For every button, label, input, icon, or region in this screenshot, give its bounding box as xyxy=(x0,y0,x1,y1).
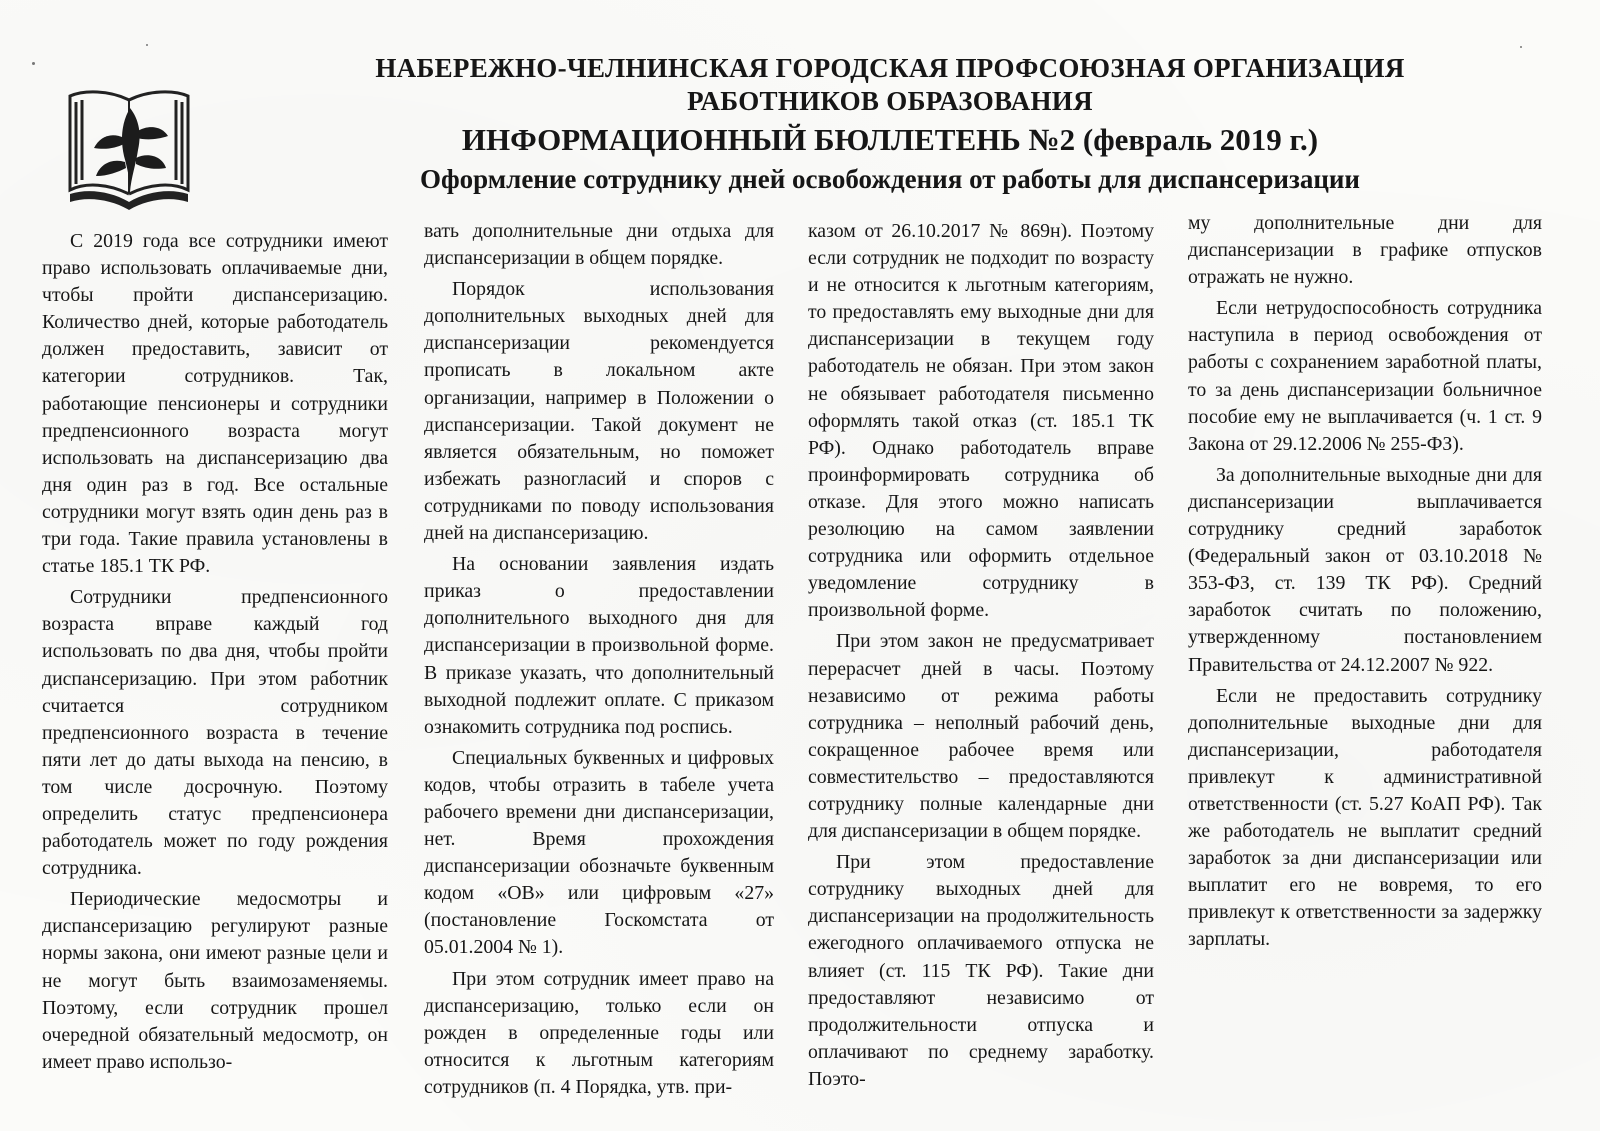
paragraph: За дополнительные выходные дни для диспансеризации выплачивается сотруднику средний заработок (Федеральный закон от 03.10.2018 № 353-ФЗ, ст. 139 ТК РФ). Средний заработок считать по положению, утвержденному постановлением Правительства от 24.12.2007 № 922. xyxy=(1188,463,1542,676)
scan-speck xyxy=(1520,46,1522,48)
paragraph: С 2019 года все сотрудники имеют право использовать оплачиваемые дни, чтобы пройти диспансеризацию. Количество дней, которые работодатель должен предоставить, зависит от категории сотрудников. Так, работающие пенсионеры и сотрудники предпенсионного возраста могут использовать на диспансеризацию два дня один раз в год. Все остальные сотрудники могут взять один день раз в три года. Такие правила установлены в статье 185.1 ТК РФ. xyxy=(42,230,388,578)
bulletin-header xyxy=(300,52,1480,197)
scan-speck xyxy=(146,44,148,46)
org-name-line-1: НАБЕРЕЖНО-ЧЕЛНИНСКАЯ ГОРОДСКАЯ ПРОФСОЮЗНАЯ ОРГАНИЗАЦИЯ xyxy=(375,53,1405,83)
paragraph: При этом предоставление сотруднику выходных дней для диспансеризации на продолжительность ежегодного оплачиваемого отпуска не влияет (ст. 115 ТК РФ). Такие дни предоставляют независимо от продолжительности отпуска и оплачивают по среднему заработку. Поэто- xyxy=(808,851,1154,1090)
org-name-line-2: РАБОТНИКОВ ОБРАЗОВАНИЯ xyxy=(687,86,1093,116)
paragraph: Периодические медосмотры и диспансеризацию регулируют разные нормы закона, они имеют разные цели и не могут быть взаимозаменяемы. Поэтому, если сотрудник прошел очередной обязательный медосмотр, он имеет право использо- xyxy=(42,888,388,1073)
text-column-1 xyxy=(42,228,388,1080)
trade-union-book-leaf-logo-icon xyxy=(64,78,194,218)
text-column-2 xyxy=(424,218,774,1105)
paragraph: При этом закон не предусматривает перерасчет дней в часы. Поэтому независимо от режима работы сотрудника – неполный рабочий день, сокращенное рабочее время или совместительство – предоставляются сотруднику полные календарные дни для диспансеризации в общем порядке. xyxy=(808,630,1154,843)
article-body xyxy=(0,212,1600,1116)
scan-speck xyxy=(32,62,35,65)
text-column-4 xyxy=(1188,210,1542,958)
text-column-3 xyxy=(808,218,1154,1097)
paragraph: На основании заявления издать приказ о предоставлении дополнительного выходного дня для диспансеризации в произвольной форме. В приказе указать, что дополнительный выходной подлежит оплате. С приказом ознакомить сотрудника под роспись. xyxy=(424,553,774,738)
paragraph: Специальных буквенных и цифровых кодов, чтобы отразить в табеле учета рабочего времени дни диспансеризации, нет. Время прохождения диспансеризации обозначьте буквенным кодом «ОВ» или цифровым «27» (постановление Госкомстата от 05.01.2004 № 1). xyxy=(424,746,774,959)
paragraph: Порядок использования дополнительных выходных дней для диспансеризации рекомендуется прописать в локальном акте организации, например в Положении о диспансеризации. Такой документ не является обязательным, но поможет избежать разногласий и споров с сотрудниками по поводу использования дней на диспансеризацию. xyxy=(424,278,774,545)
paragraph: казом от 26.10.2017 № 869н). Поэтому если сотрудник не подходит по возрасту и не относится к льготным категориям, то предоставлять ему выходные дни для диспансеризации в текущем году работодатель не обязан. При этом закон не обязывает работодателя письменно оформлять такой отказ (ст. 185.1 ТК РФ). Однако работодатель вправе проинформировать сотрудника об отказе. Для этого можно написать резолюцию на самом заявлении сотрудника или оформить отдельное уведомление сотруднику в произвольной форме. xyxy=(808,220,1154,622)
paragraph: Если нетрудоспособность сотрудника наступила в период освобождения от работы с сохранением заработной платы, то за день диспансеризации больничное пособие ему не выплачивается (ч. 1 ст. 9 Закона от 29.12.2006 № 255-ФЗ). xyxy=(1188,297,1542,455)
bulletin-title: ИНФОРМАЦИОННЫЙ БЮЛЛЕТЕНЬ №2 (февраль 2019 г.) xyxy=(461,122,1319,157)
paragraph: вать дополнительные дни отдыха для диспансеризации в общем порядке. xyxy=(424,220,774,270)
paragraph: Сотрудники предпенсионного возраста вправе каждый год использовать по два дня, чтобы пройти диспансеризацию. При этом работник считается сотрудником предпенсионного возраста в течение пяти лет до даты выхода на пенсию, в том числе досрочную. Поэтому определить статус предпенсионера работодатель может по году рождения сотрудника. xyxy=(42,586,388,880)
paragraph: му дополнительные дни для диспансеризации в графике отпусков отражать не нужно. xyxy=(1188,212,1542,289)
article-subtitle: Оформление сотруднику дней освобождения от работы для диспансеризации xyxy=(419,164,1360,194)
paragraph: Если не предоставить сотруднику дополнительные выходные дни для диспансеризации, работодателя привлекут к административной ответственности (ст. 5.27 КоАП РФ). Так же работодатель не выплатит средний заработок за дни диспансеризации или выплатит его не вовремя, то его привлекут к ответственности за задержку зарплаты. xyxy=(1188,684,1542,951)
paragraph: При этом сотрудник имеет право на диспансеризацию, только если он рожден в определенные годы или относится к льготным категориям сотрудников (п. 4 Порядка, утв. при- xyxy=(424,967,774,1098)
